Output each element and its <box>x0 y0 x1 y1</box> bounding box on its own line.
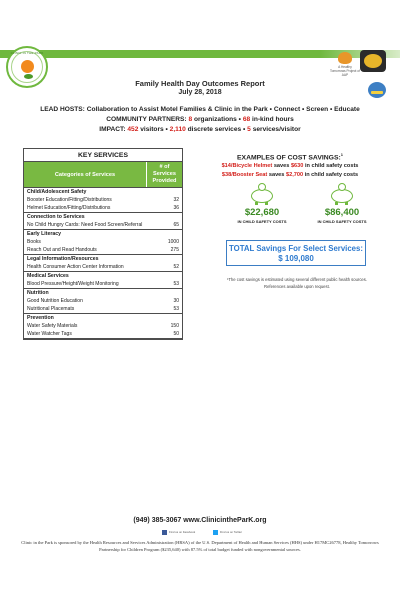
table-row <box>24 196 182 204</box>
service-count: 53 <box>173 281 179 287</box>
table-row <box>24 238 182 246</box>
service-name: Books <box>27 239 41 245</box>
table-section <box>24 272 182 289</box>
impact-line: IMPACT: 452 visitors • 2,110 discrete services • 5 services/visitor <box>99 126 301 133</box>
service-count: 50 <box>173 331 179 337</box>
total-savings-label: TOTAL Savings For Select Services: <box>229 244 363 253</box>
section-heading: Legal Information/Resources <box>27 256 99 262</box>
table-row <box>24 246 182 254</box>
table-section <box>24 314 182 339</box>
service-count: 275 <box>170 247 179 253</box>
service-count: 52 <box>173 264 179 270</box>
table-header-row <box>24 162 182 188</box>
table-row <box>24 330 182 338</box>
sun-icon <box>21 60 34 73</box>
table-row <box>24 280 182 288</box>
service-count: 36 <box>173 205 179 211</box>
service-name: Blood Pressure/Height/Weight Monitoring <box>27 281 119 287</box>
contact-line[interactable]: (949) 385-3067 www.ClinicintheParK.org <box>133 517 267 524</box>
card-amount: $22,680 <box>244 207 280 218</box>
summary-block <box>0 105 400 135</box>
service-count: 1000 <box>167 239 179 245</box>
table-row <box>24 204 182 212</box>
table-body <box>24 188 182 339</box>
social-links <box>162 530 242 535</box>
service-name: Nutritional Placemats <box>27 306 75 312</box>
table-section <box>24 213 182 230</box>
section-heading: Medical Services <box>27 273 69 279</box>
section-heading: Child/Adolescent Safety <box>27 189 87 195</box>
service-count: 150 <box>170 323 179 329</box>
partner-logo: A Healthy Tomorrows Project of AAP <box>336 52 354 68</box>
total-savings-box <box>226 240 366 266</box>
service-count: 53 <box>173 306 179 312</box>
service-name: Water Watcher Tags <box>27 331 72 337</box>
report-date: July 28, 2018 <box>178 89 222 96</box>
table-heading: KEY SERVICES <box>24 149 182 162</box>
section-heading: Prevention <box>27 315 54 321</box>
funding-disclaimer: Clinic in the Park is sponsored by the Health Resources and Services Administration (HRSA) of the U.S. Department of Health and Human Services (HHS) under H17MC26778, Healthy Tomorrows Partnership for Children Program ($235,640) with 87.5% of total budget funded with nongovernmental sources. <box>21 540 379 552</box>
service-name: Good Nutrition Education <box>27 298 83 304</box>
column-header-category: Categories of Services <box>24 162 147 187</box>
table-section <box>24 289 182 314</box>
card-label: IN CHILD SAFETY COSTS <box>237 219 287 224</box>
clinic-logo: CLINIC IN THE PARK <box>6 46 48 88</box>
table-section <box>24 255 182 272</box>
twitter-icon <box>213 530 218 535</box>
piggy-bank-icon <box>329 183 355 205</box>
savings-title: EXAMPLES OF COST SAVINGS:$^1$ <box>237 152 343 162</box>
service-count: 30 <box>173 298 179 304</box>
service-name: Booster Education/Fitting/Distributions <box>27 197 112 203</box>
piggy-bank-icon <box>249 183 275 205</box>
savings-footnote: ¹The cost savings is estimated using several different public health sources. References available upon request. <box>226 277 368 289</box>
table-section <box>24 188 182 213</box>
report-title: Family Health Day Outcomes Report <box>135 79 265 88</box>
service-name: Water Safety Materials <box>27 323 78 329</box>
savings-card-helmet <box>236 183 288 224</box>
service-name: Helmet Education/Fitting/Distributions <box>27 205 111 211</box>
twitter-link[interactable]: Find us on Twitter <box>213 530 242 535</box>
section-heading: Connection to Services <box>27 214 85 220</box>
section-heading: Nutrition <box>27 290 49 296</box>
service-count: 32 <box>173 197 179 203</box>
facebook-icon <box>162 530 167 535</box>
table-row <box>24 305 182 313</box>
helmet-savings-line: $14/Bicycle Helmet saves $630 in child safety costs <box>221 163 359 169</box>
card-label: IN CHILD SAFETY COSTS <box>317 219 367 224</box>
card-amount: $86,400 <box>324 207 360 218</box>
section-heading: Early Literacy <box>27 231 62 237</box>
booster-savings-line: $38/Booster Seat saves $2,700 in child safety costs <box>221 172 359 178</box>
facebook-link[interactable]: Find us on Facebook <box>162 530 195 535</box>
total-savings-amount: $ 109,080 <box>278 254 314 263</box>
key-services-table <box>23 148 183 340</box>
savings-card-booster <box>316 183 368 224</box>
table-row <box>24 322 182 330</box>
sponsor-logo <box>360 50 386 72</box>
column-header-count: # of Services Provided <box>152 164 177 184</box>
lead-hosts-line: LEAD HOSTS: Collaboration to Assist Motel Families & Clinic in the Park • Connect • Screen • Educate <box>40 106 360 113</box>
service-name: No Child Hungry Cards: Need Food Screen/Referral <box>27 222 143 228</box>
service-count: 65 <box>173 222 179 228</box>
table-section <box>24 230 182 255</box>
table-row <box>24 263 182 271</box>
table-row <box>24 297 182 305</box>
service-name: Reach Out and Read Handouts <box>27 247 97 253</box>
service-name: Health Consumer Action Center Information <box>27 264 124 270</box>
partners-line: COMMUNITY PARTNERS: 8 organizations • 68 in-kind hours <box>106 116 294 123</box>
table-row <box>24 221 182 229</box>
